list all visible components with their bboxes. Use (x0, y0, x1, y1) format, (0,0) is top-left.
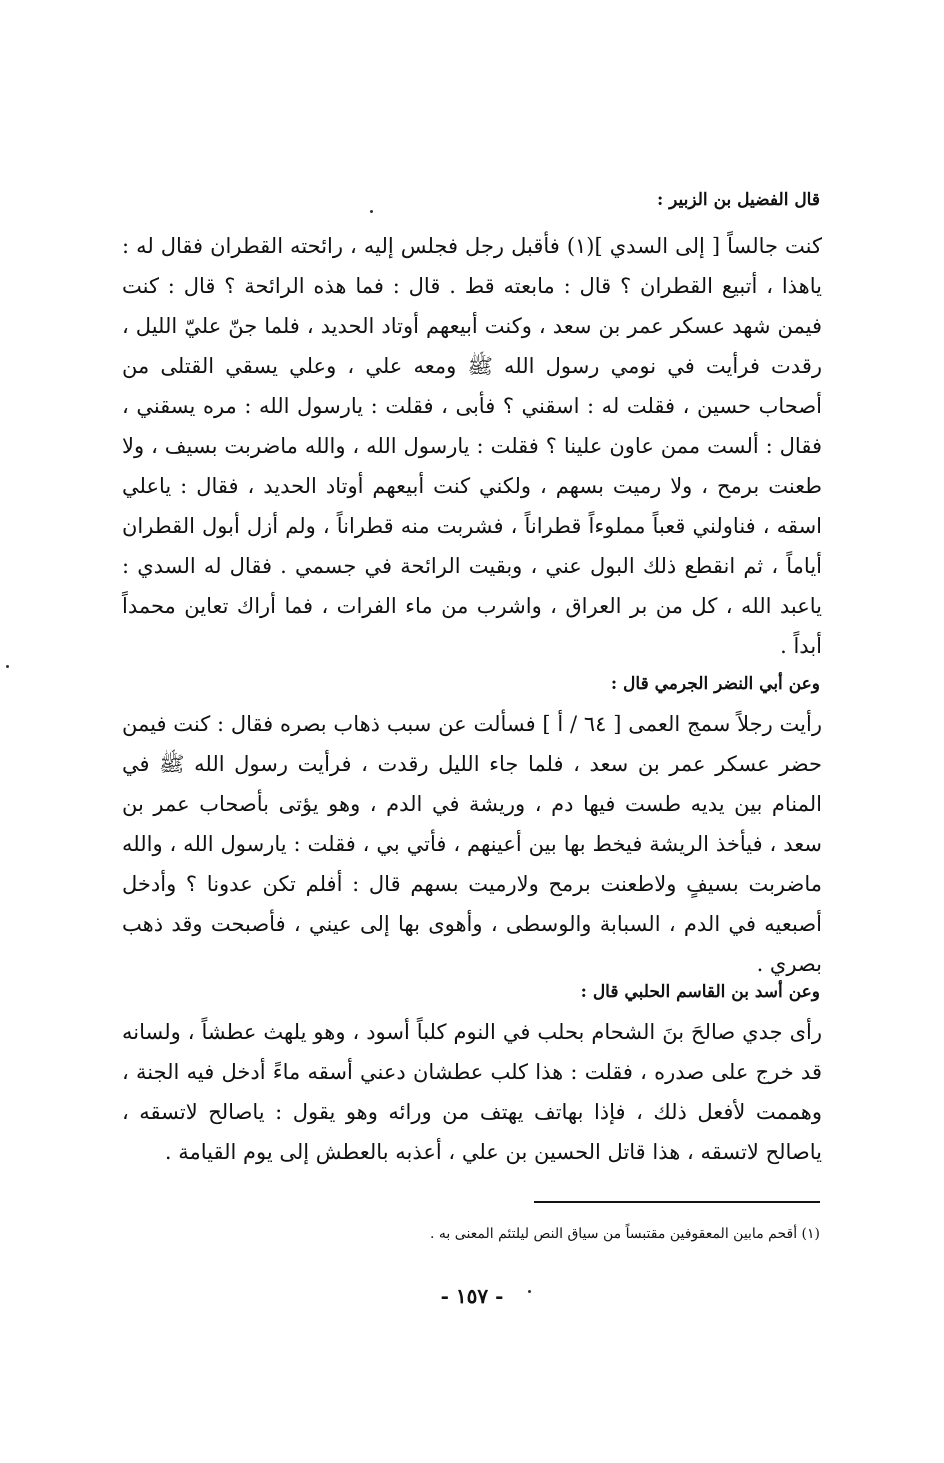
scan-speck (528, 1290, 531, 1293)
section-heading-2: وعن أبي النضر الجرمي قال : (610, 674, 820, 694)
section-heading-3: وعن أسد بن القاسم الحلبي قال : (580, 982, 820, 1002)
page-number: - ١٥٧ - (440, 1284, 504, 1308)
section-body-3: رأى جدي صالحَ بنَ الشحام بحلب في النوم كلباً أسود ، وهو يلهث عطشاً ، ولسانه قد خرج على صدره ، فقلت : هذا كلب عطشان دعني أسقه ماءً أدخل فيه الجنة ، وهممت لأفعل ذلك ، فإذا بهاتف يهتف من ورائه وهو يقول : ياصالح لاتسقه ، ياصالح لاتسقه ، هذا قاتل الحسين بن علي ، أعذبه بالعطش إلى يوم القيامة . (122, 1020, 822, 1164)
scan-speck (6, 665, 9, 668)
section-body-2-wrapper (122, 704, 822, 984)
section-body-2: رأيت رجلاً سمج العمى [ ٦٤ / أ ] فسألت عن سبب ذهاب بصره فقال : كنت فيمن حضر عسكر عمر بن سعد ، فلما جاء الليل رقدت ، فرأيت رسول الله ﷺ في المنام بين يديه طست فيها دم ، وريشة في الدم ، وهو يؤتى بأصحاب عمر بن سعد ، فيأخذ الريشة فيخط بها بين أعينهم ، فأتي بي ، فقلت : يارسول الله ، والله ماضربت بسيفٍ ولاطعنت برمح ولارميت بسهم قال : أفلم تكن عدونا ؟ وأدخل أصبعيه في الدم ، السبابة والوسطى ، وأهوى بها إلى عيني ، فأصبحت وقد ذهب بصري . (122, 712, 822, 976)
section-heading-1: قال الفضيل بن الزبير : (656, 190, 820, 210)
section-body-1-wrapper (122, 226, 822, 666)
footnote-separator (534, 1201, 820, 1203)
section-body-1: كنت جالساً [ إلى السدي ](١) فأقبل رجل فجلس إليه ، رائحته القطران فقال له : ياهذا ، أتبيع القطران ؟ قال : مابعته قط . قال : فما هذه الرائحة ؟ قال : كنت فيمن شهد عسكر عمر بن سعد ، وكنت أبيعهم أوتاد الحديد ، فلما جنّ عليّ الليل ، رقدت فرأيت في نومي رسول الله ﷺ ومعه علي ، وعلي يسقي القتلى من أصحاب حسين ، فقلت له : اسقني ؟ فأبى ، فقلت : يارسول الله : مره يسقني ، فقال : ألست ممن عاون علينا ؟ فقلت : يارسول الله ، والله ماضربت بسيف ، ولا طعنت برمح ، ولا رميت بسهم ، ولكني كنت أبيعهم أوتاد الحديد ، فقال : ياعلي اسقه ، فناولني قعباً مملوءاً قطراناً ، فشربت منه قطراناً ، ولم أزل أبول القطران أياماً ، ثم انقطع ذلك البول عني ، وبقيت الرائحة في جسمي . فقال له السدي : ياعبد الله ، كل من بر العراق ، واشرب من ماء الفرات ، فما أراك تعاين محمداً أبداً . (122, 234, 823, 658)
scan-speck (370, 210, 373, 213)
footnote: (١) أقحم مابين المعقوفين مقتبساً من سياق النص ليلتئم المعنى به . (430, 1226, 820, 1242)
section-body-3-wrapper (122, 1012, 822, 1172)
